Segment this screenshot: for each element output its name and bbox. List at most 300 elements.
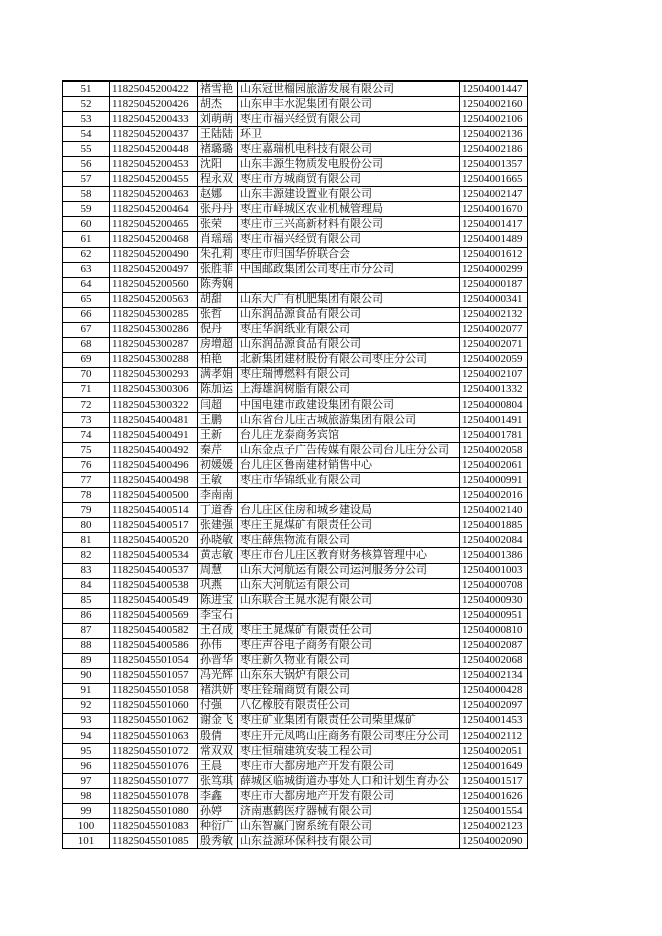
company-name-cell: 台儿庄区鲁南建材销售中心 (238, 458, 460, 473)
person-name-cell: 李宝石 (198, 608, 238, 623)
row-number-cell: 96 (63, 759, 110, 774)
company-name-cell (238, 608, 460, 623)
row-number-cell: 100 (63, 819, 110, 834)
code-cell: 12504001417 (460, 217, 528, 232)
person-name-cell: 王晨 (198, 759, 238, 774)
company-name-cell: 中国电建市政建设集团有限公司 (238, 397, 460, 412)
person-name-cell: 张建强 (198, 518, 238, 533)
table-row (63, 623, 528, 638)
table-row (63, 232, 528, 247)
code-cell: 12504001357 (460, 157, 528, 172)
id-number-cell: 11825045501063 (110, 729, 198, 744)
id-number-cell: 11825045300293 (110, 367, 198, 382)
code-cell: 12504000951 (460, 608, 528, 623)
company-name-cell (238, 277, 460, 292)
code-cell: 12504001003 (460, 563, 528, 578)
table-row (63, 563, 528, 578)
person-name-cell: 王新 (198, 428, 238, 443)
table-row (63, 112, 528, 127)
row-number-cell: 74 (63, 428, 110, 443)
code-cell: 12504002112 (460, 729, 528, 744)
table-row (63, 157, 528, 172)
person-name-cell: 陈进宝 (198, 593, 238, 608)
table-row (63, 744, 528, 759)
code-cell: 12504001332 (460, 382, 528, 397)
company-name-cell: 山东智赢门窗系统有限公司 (238, 819, 460, 834)
person-name-cell: 朱孔莉 (198, 247, 238, 262)
table-row (63, 217, 528, 232)
table-row (63, 503, 528, 518)
code-cell: 12504000991 (460, 473, 528, 488)
row-number-cell: 55 (63, 142, 110, 157)
table-row (63, 774, 528, 789)
id-number-cell: 11825045400491 (110, 428, 198, 443)
person-name-cell: 殷秀敏 (198, 834, 238, 849)
person-name-cell: 常双双 (198, 744, 238, 759)
person-name-cell: 孙伟 (198, 638, 238, 653)
id-number-cell: 11825045200463 (110, 187, 198, 202)
person-name-cell: 李南南 (198, 488, 238, 503)
table-row (63, 759, 528, 774)
company-name-cell: 上海雄润树脂有限公司 (238, 382, 460, 397)
id-number-cell: 11825045400586 (110, 638, 198, 653)
table-row (63, 127, 528, 142)
code-cell: 12504002084 (460, 533, 528, 548)
table-row (63, 668, 528, 683)
company-name-cell: 枣庄市华锦纸业有限公司 (238, 473, 460, 488)
code-cell: 12504001626 (460, 789, 528, 804)
id-number-cell: 11825045200433 (110, 112, 198, 127)
company-name-cell: 薛城区临城街道办事处人口和计划生育办公 (238, 774, 460, 789)
id-number-cell: 11825045501057 (110, 668, 198, 683)
row-number-cell: 63 (63, 262, 110, 277)
id-number-cell: 11825045400538 (110, 578, 198, 593)
code-cell: 12504000708 (460, 578, 528, 593)
table-row (63, 638, 528, 653)
company-name-cell: 枣庄铨瑞商贸有限公司 (238, 683, 460, 698)
code-cell: 12504000804 (460, 397, 528, 412)
code-cell: 12504001649 (460, 759, 528, 774)
table-row (63, 142, 528, 157)
row-number-cell: 84 (63, 578, 110, 593)
person-name-cell: 张荣 (198, 217, 238, 232)
code-cell: 12504000187 (460, 277, 528, 292)
code-cell: 12504001885 (460, 518, 528, 533)
company-name-cell: 山东润品源食品有限公司 (238, 307, 460, 322)
table-row (63, 804, 528, 819)
row-number-cell: 73 (63, 413, 110, 428)
id-number-cell: 11825045200422 (110, 81, 198, 97)
id-number-cell: 11825045200464 (110, 202, 198, 217)
company-name-cell: 中国邮政集团公司枣庄市分公司 (238, 262, 460, 277)
person-name-cell: 褚洪妍 (198, 683, 238, 698)
row-number-cell: 75 (63, 443, 110, 458)
code-cell: 12504002058 (460, 443, 528, 458)
row-number-cell: 81 (63, 533, 110, 548)
person-name-cell: 沈阳 (198, 157, 238, 172)
company-name-cell: 环卫 (238, 127, 460, 142)
row-number-cell: 83 (63, 563, 110, 578)
company-name-cell: 台儿庄区住房和城乡建设局 (238, 503, 460, 518)
table-row (63, 608, 528, 623)
person-name-cell: 巩燕 (198, 578, 238, 593)
person-name-cell: 王鹏 (198, 413, 238, 428)
company-name-cell: 枣庄嘉瑞机电科技有限公司 (238, 142, 460, 157)
person-name-cell: 李鑫 (198, 789, 238, 804)
person-name-cell: 丁道香 (198, 503, 238, 518)
table-row (63, 413, 528, 428)
company-name-cell: 山东益源环保科技有限公司 (238, 834, 460, 849)
code-cell: 12504002071 (460, 337, 528, 352)
table-row (63, 292, 528, 307)
company-name-cell: 枣庄恒瑞建筑安装工程公司 (238, 744, 460, 759)
table-row (63, 428, 528, 443)
row-number-cell: 90 (63, 668, 110, 683)
code-cell: 12504001665 (460, 172, 528, 187)
code-cell: 12504002107 (460, 367, 528, 382)
id-number-cell: 11825045501054 (110, 653, 198, 668)
row-number-cell: 94 (63, 729, 110, 744)
company-name-cell: 枣庄开元凤鸣山庄商务有限公司枣庄分公司 (238, 729, 460, 744)
company-name-cell: 济南惠鹤医疗器械有限公司 (238, 804, 460, 819)
company-name-cell: 枣庄市方城商贸有限公司 (238, 172, 460, 187)
table-row (63, 819, 528, 834)
person-name-cell: 肖瑶瑶 (198, 232, 238, 247)
table-row (63, 382, 528, 397)
company-name-cell: 枣庄声谷电子商务有限公司 (238, 638, 460, 653)
id-number-cell: 11825045400520 (110, 533, 198, 548)
company-name-cell: 枣庄新久物业有限公司 (238, 653, 460, 668)
table-row (63, 488, 528, 503)
code-cell: 12504002140 (460, 503, 528, 518)
company-name-cell: 山东省台儿庄古城旅游集团有限公司 (238, 413, 460, 428)
id-number-cell: 11825045300306 (110, 382, 198, 397)
code-cell: 12504001447 (460, 81, 528, 97)
table-row (63, 789, 528, 804)
company-name-cell: 枣庄市福兴经贸有限公司 (238, 112, 460, 127)
code-cell: 12504002090 (460, 834, 528, 849)
table-row (63, 518, 528, 533)
row-number-cell: 66 (63, 307, 110, 322)
id-number-cell: 11825045300322 (110, 397, 198, 412)
company-name-cell: 枣庄市归国华侨联合会 (238, 247, 460, 262)
id-number-cell: 11825045200560 (110, 277, 198, 292)
table-row (63, 578, 528, 593)
code-cell: 12504000810 (460, 623, 528, 638)
code-cell: 12504002068 (460, 653, 528, 668)
company-name-cell: 枣庄市福兴经贸有限公司 (238, 232, 460, 247)
table-row (63, 593, 528, 608)
company-name-cell: 枣庄市大都房地产开发有限公司 (238, 759, 460, 774)
row-number-cell: 85 (63, 593, 110, 608)
id-number-cell: 11825045400582 (110, 623, 198, 638)
row-number-cell: 76 (63, 458, 110, 473)
id-number-cell: 11825045200448 (110, 142, 198, 157)
row-number-cell: 82 (63, 548, 110, 563)
code-cell: 12504002132 (460, 307, 528, 322)
company-name-cell: 山东润品源食品有限公司 (238, 337, 460, 352)
id-number-cell: 11825045200497 (110, 262, 198, 277)
row-number-cell: 64 (63, 277, 110, 292)
records-table (62, 80, 528, 849)
code-cell: 12504002147 (460, 187, 528, 202)
person-name-cell: 王召成 (198, 623, 238, 638)
id-number-cell: 11825045400500 (110, 488, 198, 503)
company-name-cell: 山东大河航运有限公司 (238, 578, 460, 593)
table-row (63, 473, 528, 488)
table-row (63, 729, 528, 744)
table-row (63, 367, 528, 382)
id-number-cell: 11825045200426 (110, 97, 198, 112)
id-number-cell: 11825045300286 (110, 322, 198, 337)
company-name-cell: 枣庄矿业集团有限责任公司柴里煤矿 (238, 713, 460, 728)
row-number-cell: 53 (63, 112, 110, 127)
row-number-cell: 97 (63, 774, 110, 789)
row-number-cell: 95 (63, 744, 110, 759)
table-row (63, 307, 528, 322)
person-name-cell: 柏艳 (198, 352, 238, 367)
code-cell: 12504000341 (460, 292, 528, 307)
code-cell: 12504002087 (460, 638, 528, 653)
row-number-cell: 72 (63, 397, 110, 412)
table-row (63, 834, 528, 849)
row-number-cell: 51 (63, 81, 110, 97)
code-cell: 12504002077 (460, 322, 528, 337)
person-name-cell: 房增超 (198, 337, 238, 352)
company-name-cell: 台儿庄龙泰商务宾馆 (238, 428, 460, 443)
person-name-cell: 褚雪艳 (198, 81, 238, 97)
company-name-cell: 枣庄市峄城区农业机械管理局 (238, 202, 460, 217)
row-number-cell: 86 (63, 608, 110, 623)
person-name-cell: 种衍广 (198, 819, 238, 834)
company-name-cell: 山东丰源建设置业有限公司 (238, 187, 460, 202)
table-row (63, 322, 528, 337)
id-number-cell: 11825045400534 (110, 548, 198, 563)
id-number-cell: 11825045200490 (110, 247, 198, 262)
row-number-cell: 56 (63, 157, 110, 172)
person-name-cell: 陈加运 (198, 382, 238, 397)
code-cell: 12504001612 (460, 247, 528, 262)
person-name-cell: 褚璐璐 (198, 142, 238, 157)
person-name-cell: 程永双 (198, 172, 238, 187)
table-row (63, 352, 528, 367)
row-number-cell: 91 (63, 683, 110, 698)
person-name-cell: 倪丹 (198, 322, 238, 337)
row-number-cell: 92 (63, 698, 110, 713)
person-name-cell: 初媛媛 (198, 458, 238, 473)
code-cell: 12504000299 (460, 262, 528, 277)
person-name-cell: 殷倩 (198, 729, 238, 744)
code-cell: 12504001554 (460, 804, 528, 819)
row-number-cell: 101 (63, 834, 110, 849)
code-cell: 12504002097 (460, 698, 528, 713)
person-name-cell: 张笃琪 (198, 774, 238, 789)
row-number-cell: 60 (63, 217, 110, 232)
code-cell: 12504002136 (460, 127, 528, 142)
person-name-cell: 周慧 (198, 563, 238, 578)
row-number-cell: 62 (63, 247, 110, 262)
id-number-cell: 11825045501060 (110, 698, 198, 713)
row-number-cell: 69 (63, 352, 110, 367)
company-name-cell: 枣庄薛焦物流有限公司 (238, 533, 460, 548)
table-row (63, 713, 528, 728)
code-cell: 12504002016 (460, 488, 528, 503)
id-number-cell: 11825045501078 (110, 789, 198, 804)
company-name-cell (238, 488, 460, 503)
id-number-cell: 11825045400569 (110, 608, 198, 623)
table-row (63, 548, 528, 563)
row-number-cell: 67 (63, 322, 110, 337)
table-row (63, 81, 528, 97)
row-number-cell: 89 (63, 653, 110, 668)
table-row (63, 277, 528, 292)
table-row (63, 653, 528, 668)
person-name-cell: 赵娜 (198, 187, 238, 202)
company-name-cell: 山东大广有机肥集团有限公司 (238, 292, 460, 307)
code-cell: 12504000930 (460, 593, 528, 608)
person-name-cell: 刘萌萌 (198, 112, 238, 127)
id-number-cell: 11825045400481 (110, 413, 198, 428)
row-number-cell: 54 (63, 127, 110, 142)
company-name-cell: 北新集团建材股份有限公司枣庄分公司 (238, 352, 460, 367)
table-row (63, 172, 528, 187)
code-cell: 12504001453 (460, 713, 528, 728)
id-number-cell: 11825045300288 (110, 352, 198, 367)
id-number-cell: 11825045400514 (110, 503, 198, 518)
id-number-cell: 11825045501058 (110, 683, 198, 698)
id-number-cell: 11825045501077 (110, 774, 198, 789)
code-cell: 12504001670 (460, 202, 528, 217)
id-number-cell: 11825045300287 (110, 337, 198, 352)
table-row (63, 97, 528, 112)
id-number-cell: 11825045400537 (110, 563, 198, 578)
person-name-cell: 秦芹 (198, 443, 238, 458)
code-cell: 12504002051 (460, 744, 528, 759)
row-number-cell: 78 (63, 488, 110, 503)
person-name-cell: 谢金飞 (198, 713, 238, 728)
code-cell: 12504002059 (460, 352, 528, 367)
company-name-cell: 枣庄华润纸业有限公司 (238, 322, 460, 337)
row-number-cell: 80 (63, 518, 110, 533)
row-number-cell: 79 (63, 503, 110, 518)
person-name-cell: 满孝娟 (198, 367, 238, 382)
person-name-cell: 闫超 (198, 397, 238, 412)
row-number-cell: 68 (63, 337, 110, 352)
code-cell: 12504002160 (460, 97, 528, 112)
company-name-cell: 山东大河航运有限公司运河服务分公司 (238, 563, 460, 578)
person-name-cell: 王敏 (198, 473, 238, 488)
person-name-cell: 胡甜 (198, 292, 238, 307)
table-row (63, 187, 528, 202)
table-row (63, 397, 528, 412)
company-name-cell: 山东金点子广告传媒有限公司台儿庄分公司 (238, 443, 460, 458)
id-number-cell: 11825045400496 (110, 458, 198, 473)
code-cell: 12504002106 (460, 112, 528, 127)
company-name-cell: 枣庄瑞博燃料有限公司 (238, 367, 460, 382)
id-number-cell: 11825045400549 (110, 593, 198, 608)
person-name-cell: 胡杰 (198, 97, 238, 112)
id-number-cell: 11825045200563 (110, 292, 198, 307)
id-number-cell: 11825045501083 (110, 819, 198, 834)
id-number-cell: 11825045300285 (110, 307, 198, 322)
person-name-cell: 冯光辉 (198, 668, 238, 683)
row-number-cell: 87 (63, 623, 110, 638)
company-name-cell: 山东冠世榴园旅游发展有限公司 (238, 81, 460, 97)
code-cell: 12504001489 (460, 232, 528, 247)
table-row (63, 443, 528, 458)
row-number-cell: 59 (63, 202, 110, 217)
company-name-cell: 八亿橡胶有限责任公司 (238, 698, 460, 713)
table-row (63, 202, 528, 217)
row-number-cell: 88 (63, 638, 110, 653)
person-name-cell: 孙婷 (198, 804, 238, 819)
person-name-cell: 王陆陆 (198, 127, 238, 142)
row-number-cell: 71 (63, 382, 110, 397)
person-name-cell: 黄志敏 (198, 548, 238, 563)
person-name-cell: 张胜菲 (198, 262, 238, 277)
id-number-cell: 11825045200465 (110, 217, 198, 232)
row-number-cell: 58 (63, 187, 110, 202)
company-name-cell: 枣庄市大都房地产开发有限公司 (238, 789, 460, 804)
id-number-cell: 11825045501085 (110, 834, 198, 849)
code-cell: 12504002123 (460, 819, 528, 834)
company-name-cell: 枣庄市台儿庄区教育财务核算管理中心 (238, 548, 460, 563)
id-number-cell: 11825045501062 (110, 713, 198, 728)
code-cell: 12504002061 (460, 458, 528, 473)
table-row (63, 262, 528, 277)
id-number-cell: 11825045200453 (110, 157, 198, 172)
table-row (63, 458, 528, 473)
row-number-cell: 98 (63, 789, 110, 804)
row-number-cell: 61 (63, 232, 110, 247)
row-number-cell: 57 (63, 172, 110, 187)
table-row (63, 533, 528, 548)
person-name-cell: 孙晋华 (198, 653, 238, 668)
row-number-cell: 70 (63, 367, 110, 382)
code-cell: 12504001781 (460, 428, 528, 443)
person-name-cell: 张丹丹 (198, 202, 238, 217)
person-name-cell: 陈秀娴 (198, 277, 238, 292)
code-cell: 12504001491 (460, 413, 528, 428)
code-cell: 12504002186 (460, 142, 528, 157)
person-name-cell: 孙晓敏 (198, 533, 238, 548)
person-name-cell: 付强 (198, 698, 238, 713)
company-name-cell: 山东申丰水泥集团有限公司 (238, 97, 460, 112)
id-number-cell: 11825045200455 (110, 172, 198, 187)
company-name-cell: 枣庄王晁煤矿有限责任公司 (238, 623, 460, 638)
id-number-cell: 11825045400492 (110, 443, 198, 458)
id-number-cell: 11825045400517 (110, 518, 198, 533)
company-name-cell: 枣庄王晁煤矿有限责任公司 (238, 518, 460, 533)
table-row (63, 683, 528, 698)
table-row (63, 337, 528, 352)
company-name-cell: 山东联合王晁水泥有限公司 (238, 593, 460, 608)
table-row (63, 698, 528, 713)
code-cell: 12504001386 (460, 548, 528, 563)
code-cell: 12504002134 (460, 668, 528, 683)
id-number-cell: 11825045501072 (110, 744, 198, 759)
table-row (63, 247, 528, 262)
row-number-cell: 52 (63, 97, 110, 112)
code-cell: 12504000428 (460, 683, 528, 698)
row-number-cell: 93 (63, 713, 110, 728)
id-number-cell: 11825045400498 (110, 473, 198, 488)
id-number-cell: 11825045501080 (110, 804, 198, 819)
company-name-cell: 山东东大锅炉有限公司 (238, 668, 460, 683)
id-number-cell: 11825045200437 (110, 127, 198, 142)
person-name-cell: 张哲 (198, 307, 238, 322)
row-number-cell: 99 (63, 804, 110, 819)
